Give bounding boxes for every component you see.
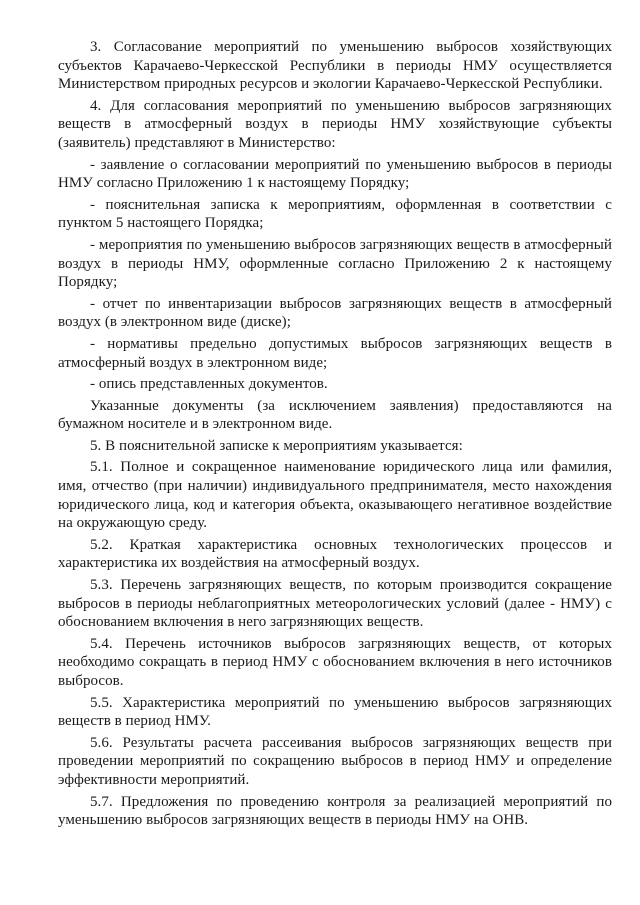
list-item-explanatory-note: - пояснительная записка к мероприятиям, оформленная в соответствии с пунктом 5 настоящего Порядка; [58,196,612,232]
paragraph-4: 4. Для согласования мероприятий по уменьшению выбросов загрязняющих веществ в атмосферный воздух в периоды НМУ хозяйствующие субъекты (заявитель) представляют в Министерство: [58,97,612,151]
paragraph-5-3: 5.3. Перечень загрязняющих веществ, по которым производится сокращение выбросов в периоды неблагоприятных метеорологических условий (далее - НМУ) с обоснованием включения в него загрязняющих веществ. [58,577,612,631]
paragraph-5-1: 5.1. Полное и сокращенное наименование юридического лица или фамилия, имя, отчество (при наличии) индивидуального предпринимателя, место нахождения юридического лица, код и категория объекта, оказывающего негативное воздействие на окружающую среду. [58,459,612,532]
paragraph-5-6: 5.6. Результаты расчета рассеивания выбросов загрязняющих веществ при проведении мероприятий по сокращению выбросов в период НМУ и определение эффективности мероприятий. [58,734,612,788]
list-item-measures: - мероприятия по уменьшению выбросов загрязняющих веществ в атмосферный воздух в периоды НМУ, оформленные согласно Приложению 2 к настоящему Порядку; [58,236,612,291]
paragraph-3: 3. Согласование мероприятий по уменьшению выбросов хозяйствующих субъектов Карачаево-Черкесской Республики в периоды НМУ осуществляется Министерством природных ресурсов и экологии Карачаево-Черкесской Республики. [58,39,612,93]
paragraph-documents-note: Указанные документы (за исключением заявления) предоставляются на бумажном носителе и в электронном виде. [58,397,612,433]
document-body [58,38,612,830]
paragraph-5: 5. В пояснительной записке к мероприятиям указывается: [90,437,463,454]
paragraph-5-7: 5.7. Предложения по проведению контроля за реализацией мероприятий по уменьшению выбросов загрязняющих веществ в периоды НМУ на ОНВ. [58,793,612,829]
paragraph-5-2: 5.2. Краткая характеристика основных технологических процессов и характеристика их воздействия на атмосферный воздух. [58,536,612,572]
list-item-emission-standards: - нормативы предельно допустимых выбросов загрязняющих веществ в атмосферный воздух в электронном виде; [58,335,612,371]
list-item-application: - заявление о согласовании мероприятий по уменьшению выбросов в периоды НМУ согласно Приложению 1 к настоящему Порядку; [58,156,612,192]
list-item-inventory-report: - отчет по инвентаризации выбросов загрязняющих веществ в атмосферный воздух (в электронном виде (диске); [58,295,612,331]
paragraph-5-5: 5.5. Характеристика мероприятий по уменьшению выбросов загрязняющих веществ в период НМУ. [58,694,612,730]
paragraph-5-4: 5.4. Перечень источников выбросов загрязняющих веществ, от которых необходимо сокращать в период НМУ с обоснованием включения в него источников выбросов. [58,635,612,689]
list-item-inventory-list: - опись представленных документов. [90,376,328,393]
